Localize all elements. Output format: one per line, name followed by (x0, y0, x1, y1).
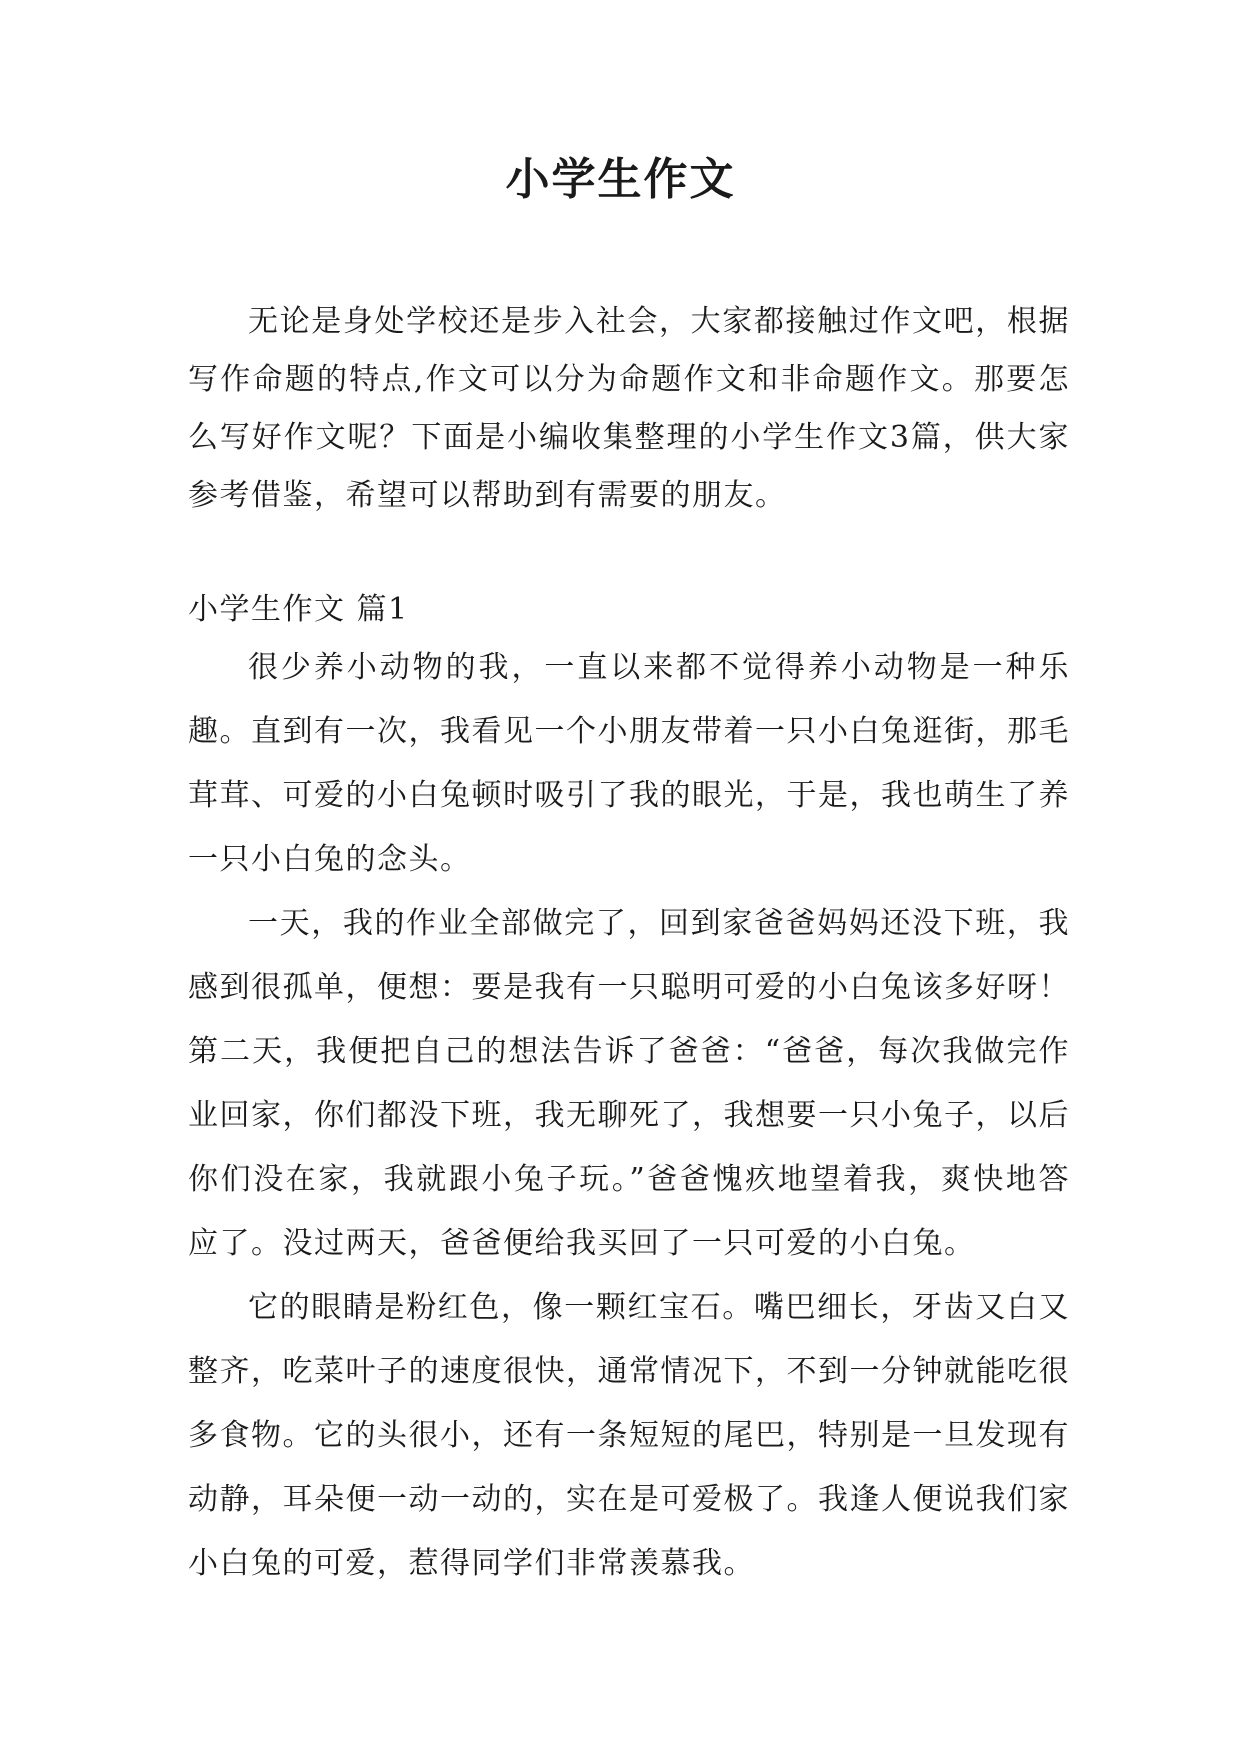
essay-body (188, 636, 1070, 1596)
essay-paragraph: 它的眼睛是粉红色，像一颗红宝石。嘴巴细长，牙齿又白又整齐，吃菜叶子的速度很快，通常情况下，不到一分钟就能吃很多食物。它的头很小，还有一条短短的尾巴，特别是一旦发现有动静，耳朵便一动一动的，实在是可爱极了。我逢人便说我们家小白兔的可爱，惹得同学们非常羡慕我。 (188, 1290, 1070, 1581)
essay-paragraph: 一天，我的作业全部做完了，回到家爸爸妈妈还没下班，我感到很孤单，便想：要是我有一只聪明可爱的小白兔该多好呀！第二天，我便把自己的想法告诉了爸爸：“爸爸，每次我做完作业回家，你们都没下班，我无聊死了，我想要一只小兔子，以后你们没在家，我就跟小兔子玩。”爸爸愧疚地望着我，爽快地答应了。没过两天，爸爸便给我买回了一只可爱的小白兔。 (188, 906, 1070, 1261)
section-heading: 小学生作文 篇1 (188, 592, 409, 627)
page-title: 小学生作文 (505, 154, 736, 205)
intro-paragraph: 无论是身处学校还是步入社会，大家都接触过作文吧，根据写作命题的特点,作文可以分为命题作文和非命题作文。那要怎么写好作文呢？下面是小编收集整理的小学生作文3篇，供大家参考借鉴，希望可以帮助到有需要的朋友。 (188, 304, 1070, 513)
essay-paragraph: 很少养小动物的我，一直以来都不觉得养小动物是一种乐趣。直到有一次，我看见一个小朋友带着一只小白兔逛街，那毛茸茸、可爱的小白兔顿时吸引了我的眼光，于是，我也萌生了养一只小白兔的念头。 (188, 650, 1070, 877)
